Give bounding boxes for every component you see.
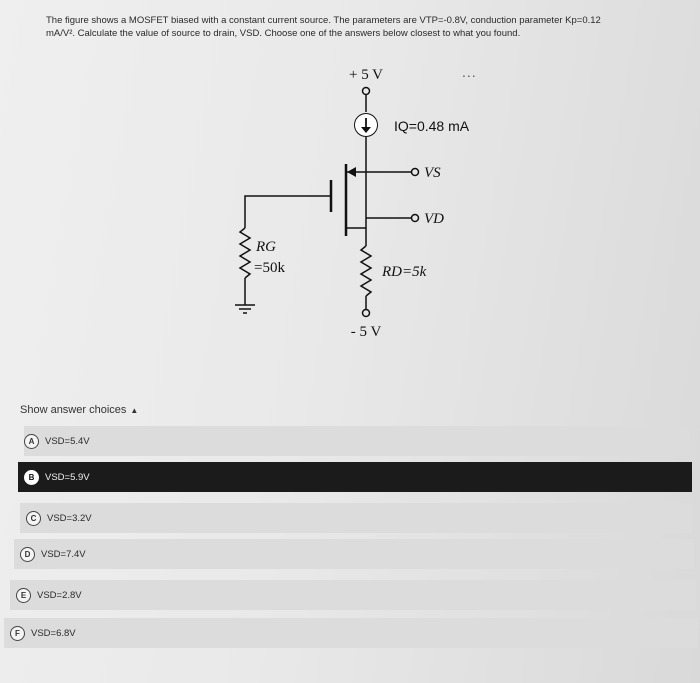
- vs-label: VS: [424, 165, 441, 181]
- vd-label: VD: [424, 211, 444, 227]
- gate-wire: [245, 196, 331, 228]
- rg-label: RG: [256, 239, 276, 255]
- choice-label: VSD=7.4V: [41, 548, 86, 560]
- show-choices-label: Show answer choices: [20, 404, 127, 416]
- answer-choice-c[interactable]: [20, 503, 692, 533]
- more-options-icon[interactable]: ...: [462, 64, 477, 80]
- rd-resistor: [361, 246, 371, 296]
- vplus-terminal: [363, 88, 370, 95]
- choice-label: VSD=5.4V: [45, 435, 90, 447]
- current-source-icon: [354, 113, 378, 137]
- vs-terminal: [412, 169, 419, 176]
- answer-choice-d[interactable]: [14, 539, 694, 569]
- choice-letter-badge: C: [26, 511, 41, 526]
- answer-choice-b[interactable]: [18, 462, 692, 492]
- choice-label: VSD=3.2V: [47, 512, 92, 524]
- choice-letter-badge: E: [16, 588, 31, 603]
- question-line-1: The figure shows a MOSFET biased with a constant current source. The parameters are VTP=-0.8V, conduction parameter Kp=0.12: [46, 15, 601, 26]
- rg-value: =50k: [254, 260, 285, 276]
- vplus-label: + 5 V: [348, 67, 384, 83]
- choice-letter-badge: B: [24, 470, 39, 485]
- mosfet-symbol: [331, 160, 366, 236]
- question-line-2: mA/V². Calculate the value of source to drain, VSD. Choose one of the answers below closest to what you found.: [46, 28, 521, 39]
- answer-choice-a[interactable]: [24, 426, 690, 456]
- show-answer-choices-toggle[interactable]: [20, 404, 138, 416]
- choice-label: VSD=5.9V: [45, 471, 90, 483]
- iq-label: IQ=0.48 mA: [394, 118, 470, 134]
- choice-letter-badge: D: [20, 547, 35, 562]
- answer-choice-f[interactable]: [4, 618, 698, 648]
- choice-letter-badge: A: [24, 434, 39, 449]
- rg-resistor: [240, 228, 250, 278]
- answer-choice-e[interactable]: [10, 580, 696, 610]
- rd-label: RD=5k: [382, 264, 427, 280]
- ground-icon: [235, 305, 255, 313]
- choice-label: VSD=6.8V: [31, 627, 76, 639]
- vminus-label: - 5 V: [350, 324, 382, 340]
- vminus-terminal: [363, 310, 370, 317]
- choice-label: VSD=2.8V: [37, 589, 82, 601]
- caret-up-icon: ▲: [130, 406, 139, 415]
- vd-terminal: [412, 215, 419, 222]
- choice-letter-badge: F: [10, 626, 25, 641]
